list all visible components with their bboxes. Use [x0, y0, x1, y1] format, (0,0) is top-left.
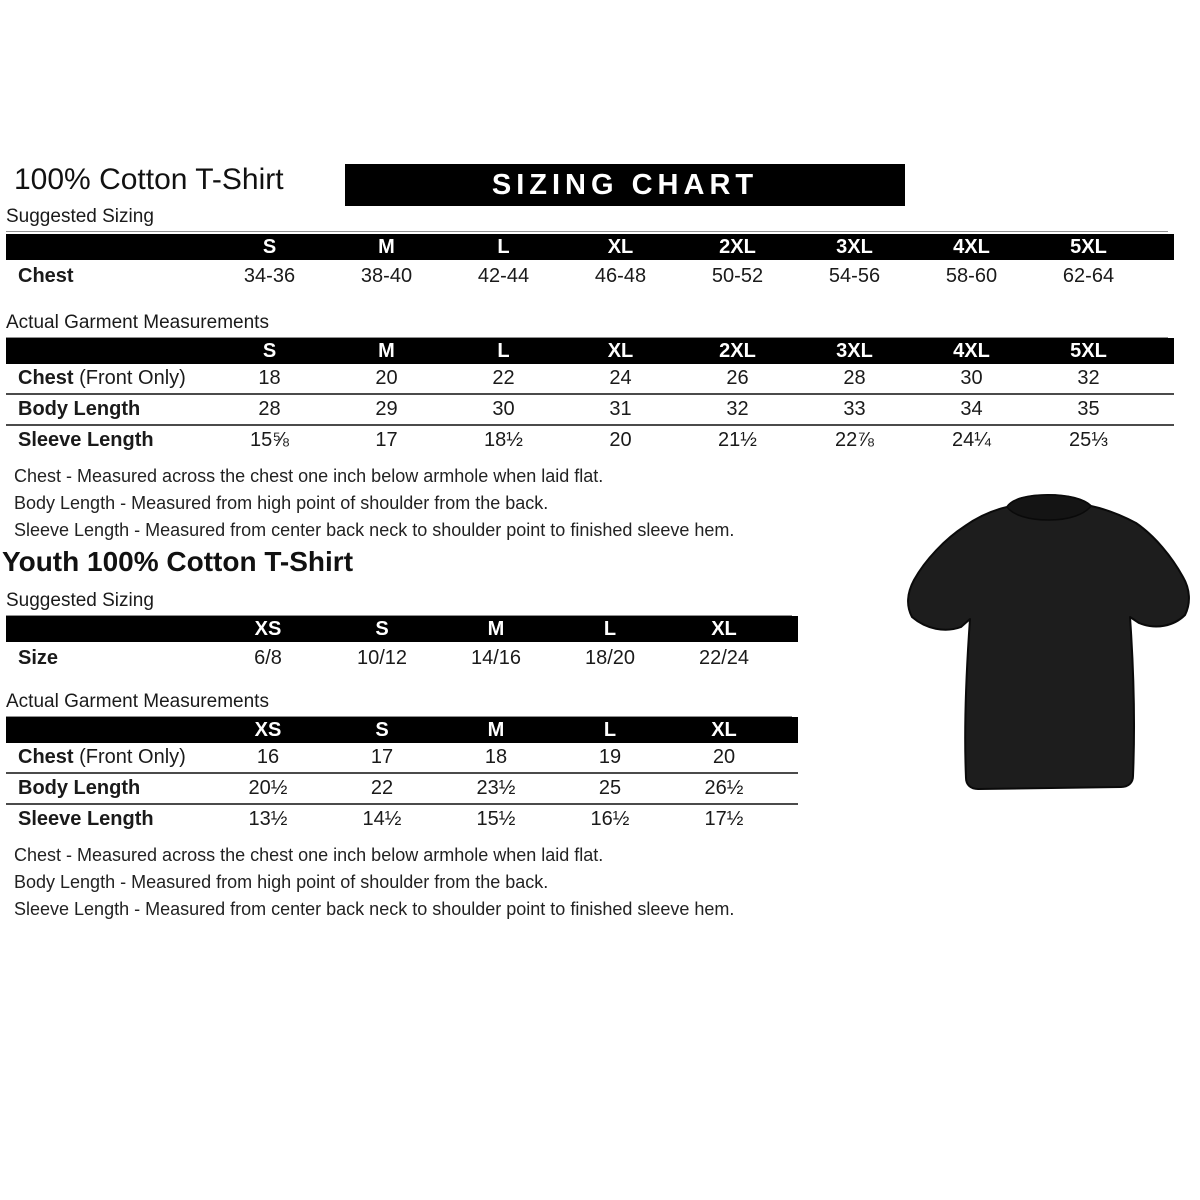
- size-table-header-row: [6, 717, 798, 743]
- measurement-value: 20: [609, 429, 632, 451]
- measurement-row: [6, 260, 1174, 292]
- row-spacer: [781, 805, 798, 834]
- row-label-text: Sleeve Length: [18, 808, 154, 830]
- size-table-header-row: [6, 338, 1174, 364]
- size-column-header: 4XL: [953, 340, 990, 362]
- row-label: [6, 395, 211, 424]
- measurement-value: 17½: [704, 808, 744, 830]
- note-chest: Chest - Measured across the chest one inch below armhole when laid flat.: [14, 466, 604, 486]
- measurement-value: 19: [598, 746, 622, 768]
- youth-suggested-sizing-heading: Suggested Sizing: [6, 590, 792, 616]
- measurement-value: 18/20: [584, 647, 636, 669]
- adult-suggested-sizing-heading: Suggested Sizing: [6, 206, 1168, 232]
- size-column-header: XL: [607, 340, 634, 362]
- header-spacer: [781, 616, 798, 642]
- measurement-value: 25: [598, 777, 622, 799]
- measurement-value: 22⅞: [835, 429, 874, 451]
- row-label-note: (Front Only): [73, 367, 186, 389]
- size-column-header: M: [487, 618, 505, 640]
- page-title: 100% Cotton T-Shirt: [14, 163, 284, 196]
- measurement-row: [6, 642, 798, 674]
- row-label: [6, 642, 211, 674]
- note-sleeve-length: Sleeve Length - Measured from center back neck to shoulder point to finished sleeve hem.: [14, 899, 735, 919]
- size-column-header: L: [603, 719, 617, 741]
- header-corner: [6, 616, 211, 642]
- measurement-row: [6, 364, 1174, 393]
- measurement-value: 62-64: [1062, 265, 1115, 287]
- measurement-row: [6, 743, 798, 772]
- row-label-text: Chest: [18, 746, 74, 768]
- note-body-length: Body Length - Measured from high point of shoulder from the back.: [14, 872, 549, 892]
- measurement-value: 24¼: [952, 429, 991, 451]
- size-column-header: 5XL: [1070, 236, 1107, 258]
- measurement-value: 16½: [590, 808, 630, 830]
- header-spacer: [781, 717, 798, 743]
- size-column-header: XS: [254, 618, 282, 640]
- measurement-value: 23½: [476, 777, 516, 799]
- measurement-value: 24: [609, 367, 632, 389]
- size-table-header-row: [6, 234, 1174, 260]
- measurement-value: 30: [960, 367, 983, 389]
- row-spacer: [1147, 426, 1174, 455]
- size-column-header: L: [497, 236, 510, 258]
- row-spacer: [1147, 395, 1174, 424]
- youth-title: Youth 100% Cotton T-Shirt: [2, 546, 354, 577]
- row-label-note: (Front Only): [73, 746, 186, 768]
- measurement-value: 35: [1077, 398, 1100, 420]
- header-spacer: [1147, 338, 1174, 364]
- measurement-value: 42-44: [477, 265, 530, 287]
- measurement-value: 17: [375, 429, 398, 451]
- size-column-header: 2XL: [719, 236, 756, 258]
- size-column-header: XL: [607, 236, 634, 258]
- youth-measurement-notes: [14, 842, 734, 923]
- measurement-value: 18: [258, 367, 281, 389]
- header-corner: [6, 338, 211, 364]
- row-label-text: Body Length: [18, 398, 141, 420]
- measurement-value: 34: [960, 398, 983, 420]
- header-corner: [6, 717, 211, 743]
- row-label-text: Chest: [18, 367, 74, 389]
- row-spacer: [781, 642, 798, 674]
- row-label: [6, 805, 211, 834]
- size-column-header: S: [262, 340, 277, 362]
- note-body-length: Body Length - Measured from high point of shoulder from the back.: [14, 493, 549, 513]
- measurement-value: 26½: [704, 777, 744, 799]
- measurement-value: 14/16: [470, 647, 522, 669]
- row-label-text: Size: [18, 647, 59, 669]
- measurement-value: 22: [370, 777, 394, 799]
- size-table-header-row: [6, 616, 798, 642]
- measurement-value: 14½: [362, 808, 402, 830]
- size-column-header: L: [497, 340, 510, 362]
- measurement-value: 20: [375, 367, 398, 389]
- row-spacer: [1147, 364, 1174, 393]
- measurement-value: 32: [1077, 367, 1100, 389]
- size-column-header: 2XL: [719, 340, 756, 362]
- measurement-value: 54-56: [828, 265, 881, 287]
- youth-actual-measurements-heading: Actual Garment Measurements: [6, 691, 792, 717]
- black-tshirt-image: [893, 470, 1200, 810]
- size-column-header: XS: [254, 719, 282, 741]
- measurement-row: [6, 393, 1174, 424]
- measurement-value: 34-36: [243, 265, 296, 287]
- measurement-value: 15⅝: [250, 429, 289, 451]
- measurement-value: 22/24: [698, 647, 750, 669]
- measurement-value: 22: [492, 367, 515, 389]
- row-label-text: Sleeve Length: [18, 429, 154, 451]
- size-column-header: 3XL: [836, 236, 873, 258]
- tshirt-body: [908, 495, 1189, 789]
- measurement-value: 15½: [476, 808, 516, 830]
- size-column-header: 3XL: [836, 340, 873, 362]
- size-column-header: S: [375, 719, 389, 741]
- row-label: [6, 364, 211, 393]
- measurement-value: 28: [843, 367, 866, 389]
- measurement-value: 21½: [718, 429, 757, 451]
- measurement-row: [6, 803, 798, 834]
- sizing-chart-banner: SIZING CHART: [345, 164, 905, 206]
- size-column-header: S: [262, 236, 277, 258]
- measurement-value: 50-52: [711, 265, 764, 287]
- header-corner: [6, 234, 211, 260]
- youth-suggested-sizing-table: [6, 616, 798, 674]
- row-spacer: [781, 774, 798, 803]
- measurement-value: 13½: [248, 808, 288, 830]
- size-column-header: M: [378, 236, 395, 258]
- row-label: [6, 743, 211, 772]
- adult-suggested-sizing-table: [6, 234, 1174, 292]
- size-column-header: L: [603, 618, 617, 640]
- row-label-text: Chest: [18, 265, 74, 287]
- adult-actual-measurements-table: [6, 338, 1174, 455]
- measurement-value: 28: [258, 398, 281, 420]
- measurement-value: 18½: [484, 429, 523, 451]
- row-spacer: [1147, 260, 1174, 292]
- size-column-header: 5XL: [1070, 340, 1107, 362]
- adult-measurement-notes: [14, 463, 734, 544]
- size-column-header: XL: [711, 719, 737, 741]
- measurement-value: 17: [370, 746, 394, 768]
- measurement-value: 46-48: [594, 265, 647, 287]
- measurement-value: 20: [712, 746, 736, 768]
- measurement-value: 26: [726, 367, 749, 389]
- note-sleeve-length: Sleeve Length - Measured from center back neck to shoulder point to finished sleeve hem.: [14, 520, 735, 540]
- row-label-text: Body Length: [18, 777, 141, 799]
- measurement-value: 32: [726, 398, 749, 420]
- measurement-value: 30: [492, 398, 515, 420]
- measurement-value: 6/8: [254, 647, 282, 669]
- size-column-header: M: [378, 340, 395, 362]
- size-column-header: XL: [711, 618, 737, 640]
- measurement-row: [6, 424, 1174, 455]
- measurement-value: 25⅓: [1069, 429, 1108, 451]
- measurement-value: 31: [609, 398, 632, 420]
- note-chest: Chest - Measured across the chest one inch below armhole when laid flat.: [14, 845, 604, 865]
- row-label: [6, 774, 211, 803]
- row-label: [6, 260, 211, 292]
- measurement-value: 33: [843, 398, 866, 420]
- measurement-value: 18: [484, 746, 508, 768]
- measurement-value: 58-60: [945, 265, 998, 287]
- header-spacer: [1147, 234, 1174, 260]
- adult-actual-measurements-heading: Actual Garment Measurements: [6, 312, 1168, 338]
- size-column-header: M: [487, 719, 505, 741]
- size-column-header: 4XL: [953, 236, 990, 258]
- row-label: [6, 426, 211, 455]
- measurement-value: 10/12: [356, 647, 408, 669]
- measurement-value: 29: [375, 398, 398, 420]
- row-spacer: [781, 743, 798, 772]
- measurement-row: [6, 772, 798, 803]
- measurement-value: 20½: [248, 777, 288, 799]
- measurement-value: 38-40: [360, 265, 413, 287]
- youth-actual-measurements-table: [6, 717, 798, 834]
- measurement-value: 16: [256, 746, 280, 768]
- size-column-header: S: [375, 618, 389, 640]
